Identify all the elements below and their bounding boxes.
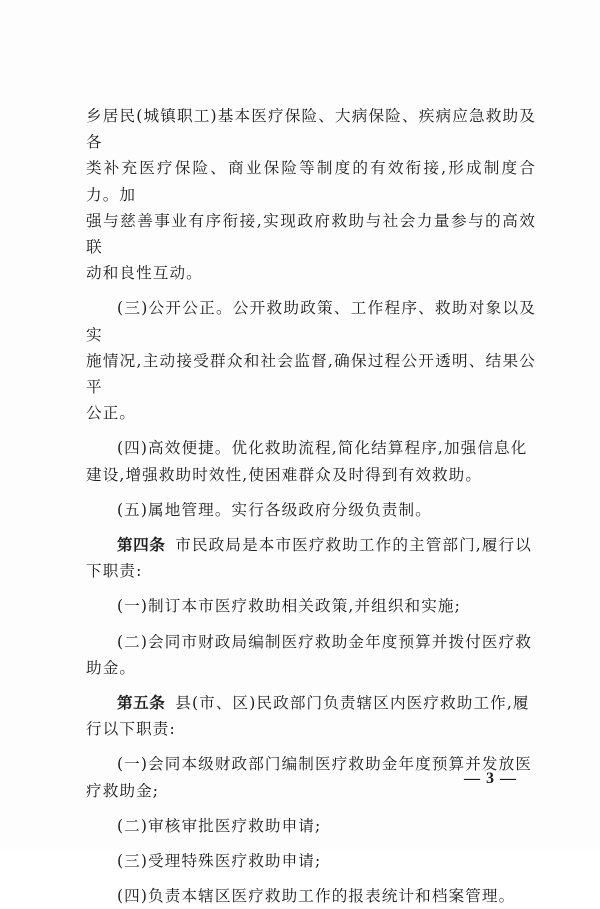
paragraph [86, 883, 536, 909]
text-line: 施情况,主动接受群众和社会监督,确保过程公开透明、结果公平 [86, 351, 536, 397]
text-line: 乡居民(城镇职工)基本医疗保险、大病保险、疾病应急救助及各 [86, 107, 536, 152]
text-line: (三)公开公正。公开救助政策、工作程序、救助对象以及实 [86, 299, 536, 344]
text-line: 建设,增强救助时效性,使困难群众及时得到有效救助。 [86, 465, 483, 484]
text-line: (二)会同市财政局编制医疗救助金年度预算并拨付医疗救 [117, 632, 533, 651]
text-line: 强与慈善事业有序衔接,实现政府救助与社会力量参与的高效联 [86, 211, 536, 257]
paragraph [86, 593, 536, 619]
page-number: — 3 — [464, 770, 517, 787]
paragraph [86, 813, 536, 839]
article-heading: 第四条 [117, 536, 166, 555]
paragraph-gap [86, 874, 536, 883]
text-line [86, 532, 536, 558]
text-line: (二)审核审批医疗救助申请; [117, 816, 322, 835]
paragraph [86, 532, 536, 584]
paragraph-gap [86, 804, 536, 813]
article-heading: 第五条 [117, 694, 166, 713]
text-line-rest: 县(市、区)民政部门负责辖区内医疗救助工作,履 [175, 694, 530, 713]
text-line: 疗救助金; [86, 781, 160, 800]
paragraph [86, 295, 536, 426]
paragraph [86, 103, 536, 286]
text-line: (五)属地管理。实行各级政府分级负责制。 [117, 500, 432, 519]
text-line: (三)受理特殊医疗救助申请; [117, 852, 322, 871]
paragraph-gap [86, 286, 536, 295]
text-line: (四)负责本辖区医疗救助工作的报表统计和档案管理。 [117, 887, 516, 906]
text-line: (一)会同本级财政部门编制医疗救助金年度预算并发放医 [117, 755, 533, 774]
paragraph [86, 629, 536, 681]
paragraph-gap [86, 681, 536, 690]
text-line: (一)制订本市医疗救助相关政策,并组织和实施; [117, 597, 461, 616]
text-line-rest: 市民政局是本市医疗救助工作的主管部门,履行以 [175, 536, 532, 555]
paragraph-gap [86, 839, 536, 848]
paragraph-gap [86, 523, 536, 532]
paragraph-gap [86, 426, 536, 435]
text-line: 公正。 [86, 404, 137, 423]
text-line: 下职责: [86, 562, 143, 581]
text-line [86, 690, 536, 716]
paragraph [86, 848, 536, 874]
paragraph-gap [86, 488, 536, 497]
text-line: 助金。 [86, 658, 137, 677]
paragraph [86, 690, 536, 742]
document-body [86, 103, 536, 909]
paragraph-gap [86, 584, 536, 593]
paragraph-gap [86, 742, 536, 751]
text-line: 行以下职责: [86, 720, 176, 739]
text-line: 动和良性互动。 [86, 264, 203, 283]
paragraph [86, 435, 536, 487]
paragraph [86, 497, 536, 523]
paragraph-gap [86, 620, 536, 629]
text-line: 类补充医疗保险、商业保险等制度的有效衔接,形成制度合力。加 [86, 159, 536, 204]
text-line: (四)高效便捷。优化救助流程,简化结算程序,加强信息化 [117, 439, 528, 458]
